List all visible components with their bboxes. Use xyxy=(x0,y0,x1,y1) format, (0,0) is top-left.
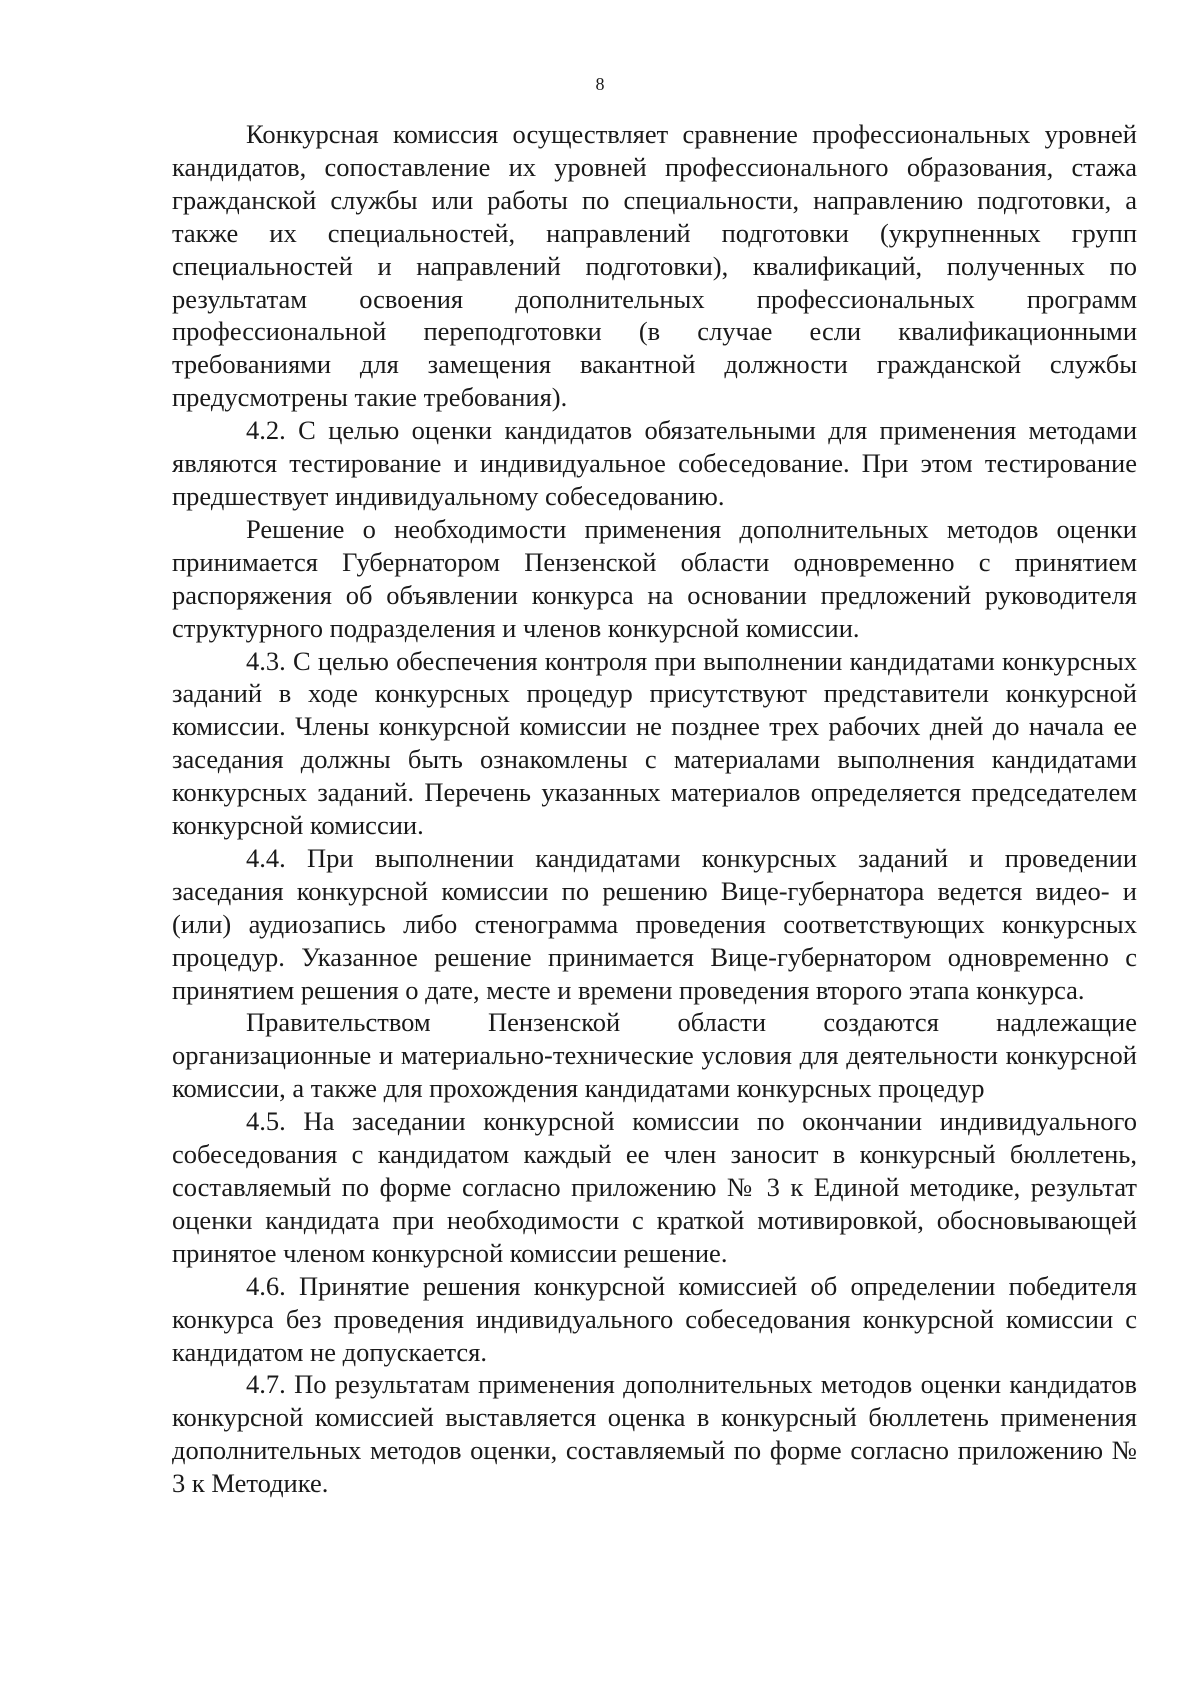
paragraph-4-2: 4.2. С целью оценки кандидатов обязательными для применения методами являются тестирование и индивидуальное собеседование. При этом тестирование предшествует индивидуальному собеседованию. xyxy=(172,415,1137,511)
paragraph-government-conditions: Правительством Пензенской области создаются надлежащие организационные и материально-технические условия для деятельности конкурсной комиссии, а также для прохождения кандидатами конкурсных процедур xyxy=(172,1007,1137,1104)
page-number: 8 xyxy=(595,74,605,94)
paragraph-4-5: 4.5. На заседании конкурсной комиссии по окончании индивидуального собеседования с кандидатом каждый ее член заносит в конкурсный бюллетень, составляемый по форме согласно приложению № 3 к Единой методике, результат оценки кандидата при необходимости с краткой мотивировкой, обосновывающей принятое членом конкурсной комиссии решение. xyxy=(172,1106,1137,1268)
paragraph-4-6: 4.6. Принятие решения конкурсной комиссией об определении победителя конкурса без проведения индивидуального собеседования конкурсной комиссии с кандидатом не допускается. xyxy=(172,1270,1137,1367)
paragraph-4-3: 4.3. С целью обеспечения контроля при выполнении кандидатами конкурсных заданий в ходе конкурсных процедур присутствуют представители конкурсной комиссии. Члены конкурсной комиссии не позднее трех рабочих дней до начала ее заседания должны быть ознакомлены с материалами выполнения кандидатами конкурсных заданий. Перечень указанных материалов определяется председателем конкурсной комиссии. xyxy=(172,645,1137,841)
paragraph-comparison: Конкурсная комиссия осуществляет сравнение профессиональных уровней кандидатов, сопоставление их уровней профессионального образования, стажа гражданской службы или работы по специальности, направлению подготовки, а также их специальностей, направлений подготовки (укрупненных групп специальностей и направлений подготовки), квалификаций, полученных по результатам освоения дополнительных профессиональных программ профессиональной переподготовки (в случае если квалификационными требованиями для замещения вакантной должности гражданской службы предусмотрены такие требования). xyxy=(172,119,1137,413)
document-body xyxy=(172,118,1137,1500)
paragraph-4-7: 4.7. По результатам применения дополнительных методов оценки кандидатов конкурсной комиссией выставляется оценка в конкурсный бюллетень применения дополнительных методов оценки, составляемый по форме согласно приложению № 3 к Методике. xyxy=(172,1369,1137,1499)
paragraph-additional-methods: Решение о необходимости применения дополнительных методов оценки принимается Губернатором Пензенской области одновременно с принятием распоряжения об объявлении конкурса на основании предложений руководителя структурного подразделения и членов конкурсной комиссии. xyxy=(172,513,1137,643)
paragraph-4-4: 4.4. При выполнении кандидатами конкурсных заданий и проведении заседания конкурсной комиссии по решению Вице-губернатора ведется видео- и (или) аудиозапись либо стенограмма проведения соответствующих конкурсных процедур. Указанное решение принимается Вице-губернатором одновременно с принятием решения о дате, месте и времени проведения второго этапа конкурса. xyxy=(172,842,1137,1005)
